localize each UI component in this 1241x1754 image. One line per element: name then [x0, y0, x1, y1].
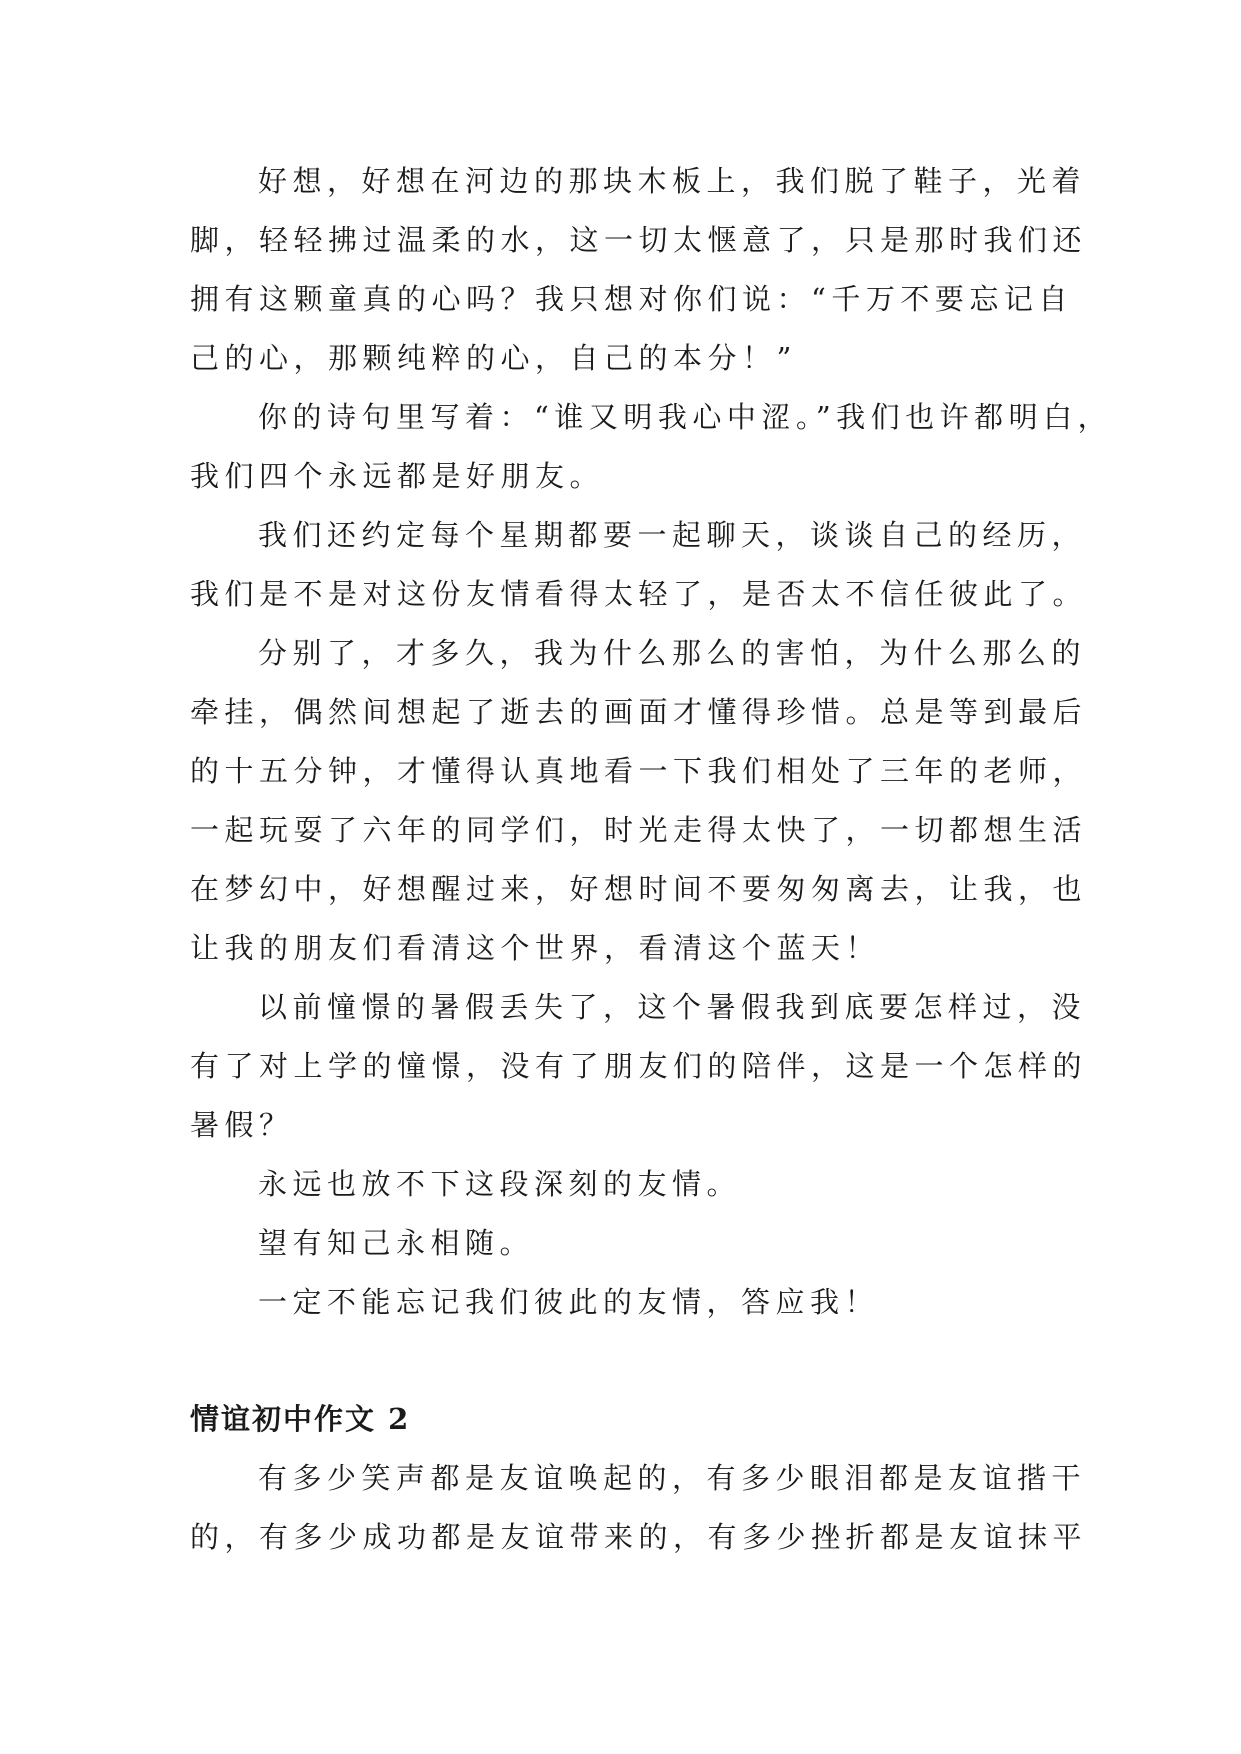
- text-line: 你的诗句里写着：“谁又明我心中涩。”我们也许都明白，: [258, 400, 1113, 434]
- text-line: 的十五分钟，才懂得认真地看一下我们相处了三年的老师，: [190, 754, 1088, 788]
- text-line: 牵挂，偶然间想起了逝去的画面才懂得珍惜。总是等到最后: [190, 695, 1088, 729]
- paragraph: [190, 388, 1113, 506]
- paragraph: [190, 1273, 1070, 1332]
- text-line: 让我的朋友们看清这个世界，看清这个蓝天！: [190, 931, 881, 965]
- essay-body-continued: [190, 1449, 1088, 1567]
- text-line: 有了对上学的憧憬，没有了朋友们的陪伴，这是一个怎样的: [190, 1049, 1088, 1083]
- document-page: [190, 152, 1113, 1567]
- text-line: 我们四个永远都是好朋友。: [190, 459, 605, 493]
- text-line: 拥有这颗童真的心吗？我只想对你们说：“千万不要忘记自: [190, 282, 1073, 316]
- text-line: 在梦幻中，好想醒过来，好想时间不要匆匆离去，让我，也: [190, 872, 1088, 906]
- text-line: 分别了，才多久，我为什么那么的害怕，为什么那么的: [258, 636, 1087, 670]
- section-heading: 情谊初中作文 2: [190, 1402, 411, 1436]
- text-line: 我们还约定每个星期都要一起聊天，谈谈自己的经历，: [258, 518, 1087, 552]
- text-line: 望有知己永相随。: [258, 1226, 535, 1260]
- text-line: 以前憧憬的暑假丢失了，这个暑假我到底要怎样过，没: [258, 990, 1087, 1024]
- text-line: 一定不能忘记我们彼此的友情，答应我！: [258, 1285, 880, 1319]
- text-line: 己的心，那颗纯粹的心，自己的本分！”: [190, 341, 797, 375]
- text-line: 的，有多少成功都是友谊带来的，有多少挫折都是友谊抹平: [190, 1520, 1088, 1554]
- paragraph: [190, 624, 1088, 978]
- text-line: 一起玩耍了六年的同学们，时光走得太快了，一切都想生活: [190, 813, 1088, 847]
- text-line: 我们是不是对这份友情看得太轻了，是否太不信任彼此了。: [190, 577, 1088, 611]
- paragraph: [190, 978, 1088, 1155]
- text-line: 有多少笑声都是友谊唤起的，有多少眼泪都是友谊揩干: [258, 1461, 1087, 1495]
- paragraph: [190, 152, 1088, 388]
- essay-body: [190, 152, 1113, 1332]
- text-line: 脚，轻轻拂过温柔的水，这一切太惬意了，只是那时我们还: [190, 223, 1088, 257]
- text-line: 暑假？: [190, 1108, 294, 1142]
- paragraph: [190, 1214, 1070, 1273]
- paragraph: [190, 1155, 1070, 1214]
- text-line: 好想，好想在河边的那块木板上，我们脱了鞋子，光着: [258, 164, 1087, 198]
- paragraph: [190, 1449, 1088, 1567]
- text-line: 永远也放不下这段深刻的友情。: [258, 1167, 742, 1201]
- paragraph: [190, 506, 1088, 624]
